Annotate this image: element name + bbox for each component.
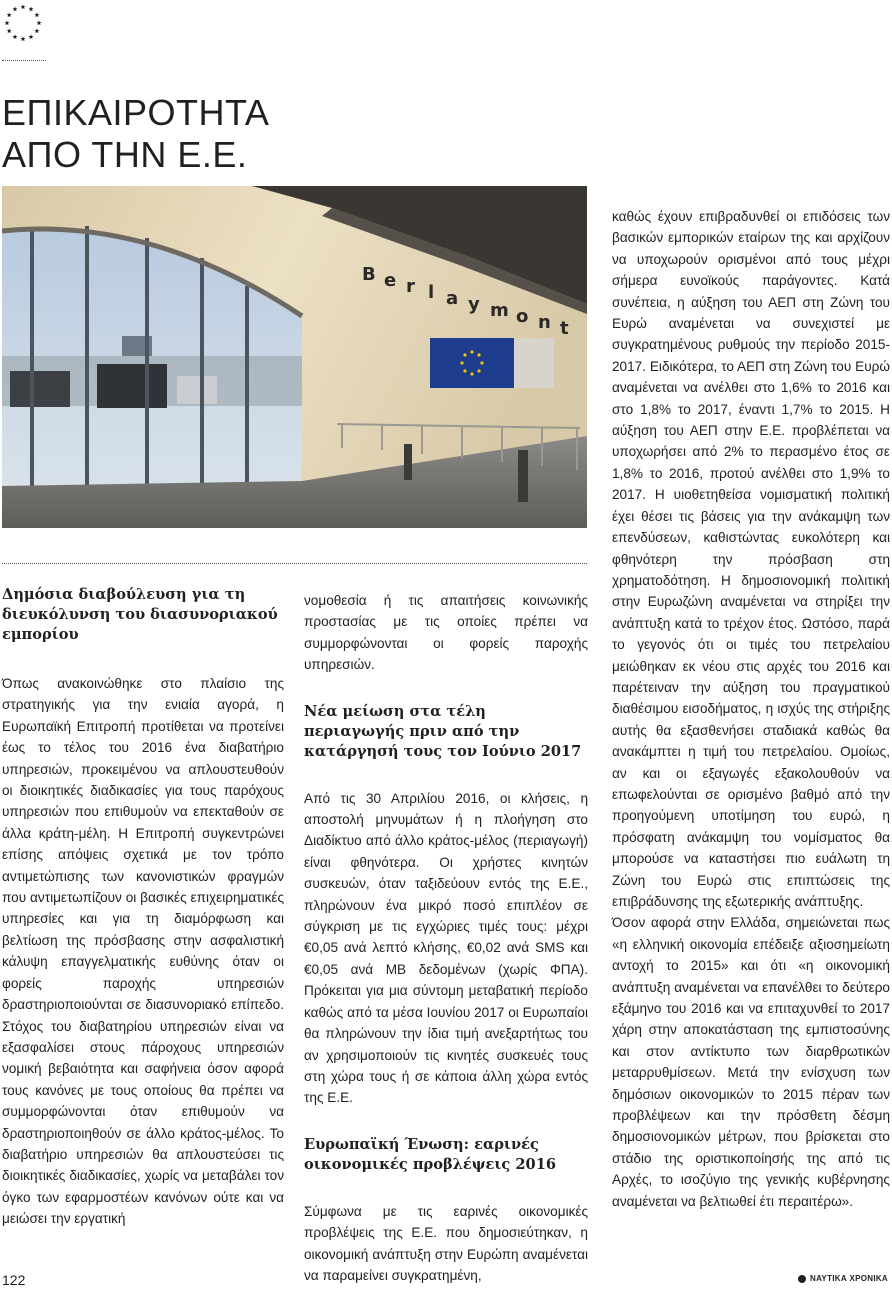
section-title-line-2: ΑΠΟ ΤΗΝ Ε.Ε. <box>2 134 248 175</box>
svg-text:e: e <box>384 270 397 291</box>
eu-star-icon <box>29 34 34 39</box>
eu-star-icon <box>21 4 26 9</box>
eu-stars-icon <box>2 2 44 44</box>
forecast-body-continued: καθώς έχουν επιβραδυνθεί οι επιδόσεις των βασικών εμπορικών εταίρων της και αρχίζουν να υποχωρούν ορισμένοι από τους μέχρι σήμερα ευνοϊκούς παράγοντες. Κατά συνέπεια, η αύξηση του ΑΕΠ στη Ζώνη του Ευρώ αναμένεται να συνεχιστεί με συγκρατημένους ρυθμούς την περίοδο 2015-2017. Ειδικότερα, το ΑΕΠ στη Ζώνη του Ευρώ αναμένεται να ανέλθει στο 1,6% το 2016 και στο 1,8% το 2017, έναντι 1,7% το 2015. Η αύξηση του ΑΕΠ στην Ε.Ε. προβλέπεται να υποχωρήσει από 2% το περασμένο έτος σε 1,8% το 2016, προτού ανέλθει στο 1,9% το 2017. Η υιοθετηθείσα νομισματική πολιτική έχει θέσει τις βάσεις για την ανάκαμψη των επενδύσεων, καθιστώντας ευκολότερη και φθηνότερη την πρόσβαση στη χρηματοδότηση. Η δημοσιονομική πολιτική στην Ευρωζώνη αναμένεται να στηρίξει την ανάπτυξη κατά το τρέχον έτος. Ωστόσο, παρά το γεγονός ότι οι τιμές του πετρελαίου μειώθηκαν εκ νέου στις αρχές του 2016 και παρέτειναν την αύξηση του πραγματικού διαθέσιμου εισοδήματος, η ισχύς της στήριξης αυτής θα εξασθενήσει σταδιακά καθώς θα ανακάμπτει η τιμή του πετρελαίου. Ομοίως, αν και οι εξαγωγές εξακολουθούν να επωφελούνται σε ορισμένο βαθμό από την προηγούμενη υποτίμηση του ευρώ, η πρόσφατη ανάκαμψη του νομίσματος θα μπορούσε να καταστήσει πιο ευάλωτη τη Ζώνη του Ευρώ στις επιπτώσεις της επιβράδυνσης της εξωτερικής ανάπτυξης. <box>612 209 890 909</box>
forecast-greece-paragraph: Όσον αφορά στην Ελλάδα, σημειώνεται πως «η ελληνική οικονομία επέδειξε αξιοσημείωτη αντοχή το 2015» και ότι «η οικονομική ανάπτυξη αναμένεται να επανέλθει το δεύτερο εξάμηνο του 2016 και να επιταχυνθεί το 2017 χάρη στην αποκατάσταση της εμπιστοσύνης και στον αντίκτυπο των διαρθρωτικών μεταρρυθμίσεων. Μετά την ενίσχυση των δημόσιων οικονομικών το 2015 πέραν των προβλέψεων και την πρόσθετη δέσμη δημοσιονομικών μέτρων, που βρίσκεται στο στάδιο της οριστικοποίησής της από τις Αρχές, το ισοζύγιο της γενικής κυβέρνησης αναμένεται να βελτιωθεί έτι περαιτέρω». <box>612 915 890 1209</box>
svg-text:a: a <box>446 288 459 309</box>
section-title-line-1: ΕΠΙΚΑΙΡΟΤΗΤΑ <box>2 92 270 133</box>
eu-star-icon <box>21 36 26 41</box>
publication-footer <box>798 1274 888 1283</box>
column-2 <box>304 590 588 1286</box>
eu-star-icon <box>7 12 12 17</box>
eu-star-icon <box>34 28 39 33</box>
eu-star-icon <box>13 7 18 12</box>
consultation-headline: Δημόσια διαβούλευση για τη διευκόλυνση του διασυνοριακού εμπορίου <box>2 586 278 643</box>
eu-star-icon <box>7 28 12 33</box>
roaming-headline: Νέα μείωση στα τέλη περιαγωγής πριν από την κατάργησή τους τον Ιούνιο 2017 <box>304 702 582 760</box>
svg-text:o: o <box>516 306 529 327</box>
svg-text:y: y <box>468 294 480 315</box>
svg-text:r: r <box>406 276 415 297</box>
eu-star-icon <box>5 20 10 25</box>
section-divider <box>2 563 587 564</box>
roaming-body: Από τις 30 Απριλίου 2016, οι κλήσεις, η αποστολή μηνυμάτων ή η πλοήγηση στο Διαδίκτυο από άλλο κράτος-μέλος (περιαγωγή) είναι φθηνότερα. Οι χρήστες κινητών συσκευών, όταν ταξιδεύουν εντός της Ε.Ε., πληρώνουν ένα μικρό ποσό επιπλέον σε σύγκριση με τις εγχώριες τιμές τους: μέχρι €0,05 ανά λεπτό κλήσης, €0,02 ανά SMS και €0,05 ανά MB δεδομένων (χωρίς ΦΠΑ). Πρόκειται για μια σύντομη μεταβατική περίοδο καθώς από τα μέσα Ιουνίου 2017 οι Ευρωπαίοι θα πληρώνουν την ίδια τιμή ανεξαρτήτως του αν χρησιμοποιούν τις κινητές συσκευές τους στη χώρα τους ή σε κάποια άλλη χώρα εντός της Ε.Ε. <box>304 790 588 1106</box>
forecast-headline: Ευρωπαϊκή Ένωση: εαρινές οικονομικές προβλέψεις 2016 <box>304 1135 557 1173</box>
column-1 <box>2 585 284 1230</box>
page-number: 122 <box>2 1272 26 1288</box>
svg-text:m: m <box>490 300 509 321</box>
eu-star-icon <box>34 12 39 17</box>
consultation-body-continued: νομοθεσία ή τις απαιτήσεις κοινωνικής προστασίας με τις οποίες πρέπει να συμμορφώνονται οι φορείς παροχής υπηρεσιών. <box>304 593 588 673</box>
svg-text:t: t <box>560 318 569 339</box>
eu-star-icon <box>13 34 18 39</box>
consultation-body: Όπως ανακοινώθηκε στο πλαίσιο της στρατηγικής για την ενιαία αγορά, η Ευρωπαϊκή Επιτροπή προτίθεται να προτείνει έως το τέλος του 2016 ένα διαβατήριο υπηρεσιών, προκειμένου να απλουστευθούν οι διοικητικές διαδικασίες για τους παρόχους υπηρεσιών που επιθυμούν να επεκταθούν σε άλλα κράτη-μέλη. Η Επιτροπή συγκεντρώνει επίσης απόψεις σχετικά με τον τρόπο αντιμετώπισης των κανονιστικών φραγμών που αντιμετωπίζουν οι βασικές επιχειρηματικές υπηρεσίες και για τη διαμόρφωση και βελτίωση της πρόσβασης στην ασφαλιστική κάλυψη επαγγελματικής ευθύνης όταν οι φορείς παροχής υπηρεσιών δραστηριοποιούνται σε διασυνοριακό επίπεδο. Στόχος του διαβατηρίου υπηρεσιών είναι να εξασφαλίσει στους πάροχους υπηρεσιών νομική βεβαιότητα και σαφήνεια όσον αφορά τους κανόνες με τους οποίους θα πρέπει να συμμορφώνονται όταν επιθυμούν να δραστηριοποιηθούν σε άλλο κράτος-μέλος. Το διαβατήριο υπηρεσιών θα απλουστεύσει τις διοικητικές διαδικασίες, χωρίς να μεταβάλει τον όγκο των εφαρμοστέων κανόνων ούτε και να μειώσει την εργατική <box>2 676 284 1227</box>
forecast-body: Σύμφωνα με τις εαρινές οικονομικές προβλέψεις της Ε.Ε. που δημοσιεύτηκαν, η οικονομική ανάπτυξη στην Ευρώπη αναμένεται να παραμείνει συγκρατημένη, <box>304 1203 588 1283</box>
publication-name: ΝΑΥΤΙΚΑ ΧΡΟΝΙΚΑ <box>810 1274 888 1283</box>
svg-text:n: n <box>538 312 551 333</box>
eu-star-icon <box>37 20 42 25</box>
svg-text:l: l <box>428 282 435 303</box>
berlaymont-photo <box>2 186 587 528</box>
header-dotted-rule <box>2 60 46 61</box>
eu-star-icon <box>29 7 34 12</box>
svg-text:B: B <box>362 264 376 285</box>
column-3 <box>612 206 890 1212</box>
section-title <box>2 92 269 176</box>
nautika-chronika-logo-icon <box>798 1275 806 1283</box>
